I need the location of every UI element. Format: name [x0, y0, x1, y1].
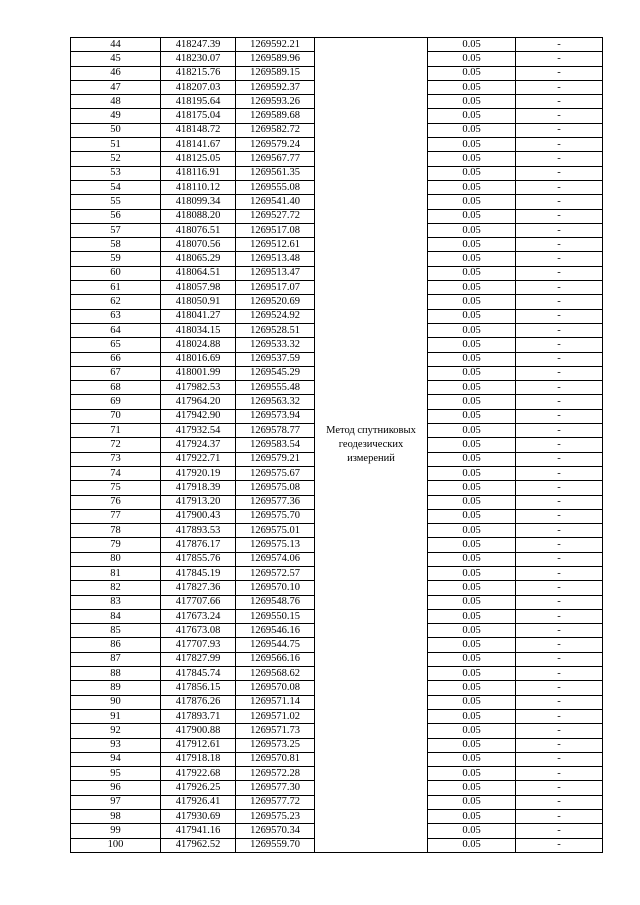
y-coordinate-cell: 1269524.92	[236, 309, 315, 323]
point-number-cell: 88	[71, 667, 161, 681]
point-number-cell: 59	[71, 252, 161, 266]
point-number-cell: 54	[71, 180, 161, 194]
extra-value-cell: -	[516, 95, 603, 109]
y-coordinate-cell: 1269592.21	[236, 38, 315, 52]
coordinates-table	[70, 37, 603, 853]
point-number-cell: 69	[71, 395, 161, 409]
accuracy-cell: 0.05	[428, 695, 516, 709]
point-number-cell: 91	[71, 709, 161, 723]
x-coordinate-cell: 417893.53	[161, 524, 236, 538]
accuracy-cell: 0.05	[428, 810, 516, 824]
extra-value-cell: -	[516, 724, 603, 738]
x-coordinate-cell: 418057.98	[161, 281, 236, 295]
accuracy-cell: 0.05	[428, 581, 516, 595]
accuracy-cell: 0.05	[428, 409, 516, 423]
extra-value-cell: -	[516, 738, 603, 752]
accuracy-cell: 0.05	[428, 566, 516, 580]
x-coordinate-cell: 417962.52	[161, 838, 236, 852]
y-coordinate-cell: 1269544.75	[236, 638, 315, 652]
point-number-cell: 55	[71, 195, 161, 209]
point-number-cell: 47	[71, 80, 161, 94]
extra-value-cell: -	[516, 681, 603, 695]
extra-value-cell: -	[516, 609, 603, 623]
y-coordinate-cell: 1269575.01	[236, 524, 315, 538]
extra-value-cell: -	[516, 395, 603, 409]
extra-value-cell: -	[516, 238, 603, 252]
accuracy-cell: 0.05	[428, 438, 516, 452]
x-coordinate-cell: 418110.12	[161, 180, 236, 194]
extra-value-cell: -	[516, 180, 603, 194]
point-number-cell: 51	[71, 138, 161, 152]
y-coordinate-cell: 1269579.21	[236, 452, 315, 466]
accuracy-cell: 0.05	[428, 138, 516, 152]
accuracy-cell: 0.05	[428, 681, 516, 695]
y-coordinate-cell: 1269567.77	[236, 152, 315, 166]
y-coordinate-cell: 1269578.77	[236, 424, 315, 438]
accuracy-cell: 0.05	[428, 366, 516, 380]
accuracy-cell: 0.05	[428, 166, 516, 180]
x-coordinate-cell: 418041.27	[161, 309, 236, 323]
point-number-cell: 70	[71, 409, 161, 423]
y-coordinate-cell: 1269593.26	[236, 95, 315, 109]
extra-value-cell: -	[516, 352, 603, 366]
extra-value-cell: -	[516, 638, 603, 652]
point-number-cell: 84	[71, 609, 161, 623]
x-coordinate-cell: 417876.17	[161, 538, 236, 552]
accuracy-cell: 0.05	[428, 95, 516, 109]
x-coordinate-cell: 417964.20	[161, 395, 236, 409]
x-coordinate-cell: 418070.56	[161, 238, 236, 252]
x-coordinate-cell: 418050.91	[161, 295, 236, 309]
point-number-cell: 52	[71, 152, 161, 166]
point-number-cell: 44	[71, 38, 161, 52]
point-number-cell: 48	[71, 95, 161, 109]
x-coordinate-cell: 417827.99	[161, 652, 236, 666]
x-coordinate-cell: 417707.93	[161, 638, 236, 652]
point-number-cell: 74	[71, 466, 161, 480]
y-coordinate-cell: 1269555.08	[236, 180, 315, 194]
extra-value-cell: -	[516, 123, 603, 137]
extra-value-cell: -	[516, 781, 603, 795]
extra-value-cell: -	[516, 366, 603, 380]
accuracy-cell: 0.05	[428, 252, 516, 266]
extra-value-cell: -	[516, 709, 603, 723]
point-number-cell: 46	[71, 66, 161, 80]
x-coordinate-cell: 417845.19	[161, 566, 236, 580]
y-coordinate-cell: 1269568.62	[236, 667, 315, 681]
accuracy-cell: 0.05	[428, 781, 516, 795]
extra-value-cell: -	[516, 495, 603, 509]
point-number-cell: 71	[71, 424, 161, 438]
point-number-cell: 65	[71, 338, 161, 352]
x-coordinate-cell: 418175.04	[161, 109, 236, 123]
y-coordinate-cell: 1269559.70	[236, 838, 315, 852]
point-number-cell: 64	[71, 323, 161, 337]
point-number-cell: 85	[71, 624, 161, 638]
extra-value-cell: -	[516, 424, 603, 438]
extra-value-cell: -	[516, 795, 603, 809]
accuracy-cell: 0.05	[428, 338, 516, 352]
accuracy-cell: 0.05	[428, 223, 516, 237]
extra-value-cell: -	[516, 552, 603, 566]
accuracy-cell: 0.05	[428, 52, 516, 66]
y-coordinate-cell: 1269583.54	[236, 438, 315, 452]
point-number-cell: 98	[71, 810, 161, 824]
accuracy-cell: 0.05	[428, 424, 516, 438]
extra-value-cell: -	[516, 323, 603, 337]
y-coordinate-cell: 1269589.15	[236, 66, 315, 80]
x-coordinate-cell: 418064.51	[161, 266, 236, 280]
accuracy-cell: 0.05	[428, 509, 516, 523]
point-number-cell: 94	[71, 752, 161, 766]
y-coordinate-cell: 1269575.70	[236, 509, 315, 523]
extra-value-cell: -	[516, 524, 603, 538]
extra-value-cell: -	[516, 309, 603, 323]
extra-value-cell: -	[516, 481, 603, 495]
y-coordinate-cell: 1269572.28	[236, 767, 315, 781]
accuracy-cell: 0.05	[428, 123, 516, 137]
point-number-cell: 68	[71, 381, 161, 395]
y-coordinate-cell: 1269528.51	[236, 323, 315, 337]
accuracy-cell: 0.05	[428, 381, 516, 395]
y-coordinate-cell: 1269575.67	[236, 466, 315, 480]
y-coordinate-cell: 1269575.08	[236, 481, 315, 495]
accuracy-cell: 0.05	[428, 552, 516, 566]
measurement-method-cell	[315, 38, 428, 853]
x-coordinate-cell: 417930.69	[161, 810, 236, 824]
extra-value-cell: -	[516, 566, 603, 580]
accuracy-cell: 0.05	[428, 281, 516, 295]
point-number-cell: 61	[71, 281, 161, 295]
x-coordinate-cell: 417673.24	[161, 609, 236, 623]
x-coordinate-cell: 417913.20	[161, 495, 236, 509]
x-coordinate-cell: 417855.76	[161, 552, 236, 566]
x-coordinate-cell: 418141.67	[161, 138, 236, 152]
accuracy-cell: 0.05	[428, 180, 516, 194]
y-coordinate-cell: 1269575.13	[236, 538, 315, 552]
accuracy-cell: 0.05	[428, 824, 516, 838]
coordinates-table-body	[71, 38, 603, 853]
extra-value-cell: -	[516, 452, 603, 466]
y-coordinate-cell: 1269589.68	[236, 109, 315, 123]
x-coordinate-cell: 417922.71	[161, 452, 236, 466]
x-coordinate-cell: 417942.90	[161, 409, 236, 423]
measurement-method-text: Метод спутниковых	[326, 424, 416, 436]
x-coordinate-cell: 417827.36	[161, 581, 236, 595]
point-number-cell: 72	[71, 438, 161, 452]
extra-value-cell: -	[516, 52, 603, 66]
accuracy-cell: 0.05	[428, 838, 516, 852]
measurement-method-text: измерений	[347, 452, 395, 464]
x-coordinate-cell: 418230.07	[161, 52, 236, 66]
y-coordinate-cell: 1269592.37	[236, 80, 315, 94]
x-coordinate-cell: 418247.39	[161, 38, 236, 52]
extra-value-cell: -	[516, 281, 603, 295]
x-coordinate-cell: 417982.53	[161, 381, 236, 395]
x-coordinate-cell: 418001.99	[161, 366, 236, 380]
extra-value-cell: -	[516, 509, 603, 523]
accuracy-cell: 0.05	[428, 238, 516, 252]
accuracy-cell: 0.05	[428, 80, 516, 94]
accuracy-cell: 0.05	[428, 481, 516, 495]
y-coordinate-cell: 1269571.02	[236, 709, 315, 723]
extra-value-cell: -	[516, 810, 603, 824]
x-coordinate-cell: 417922.68	[161, 767, 236, 781]
point-number-cell: 75	[71, 481, 161, 495]
y-coordinate-cell: 1269570.10	[236, 581, 315, 595]
point-number-cell: 78	[71, 524, 161, 538]
point-number-cell: 58	[71, 238, 161, 252]
x-coordinate-cell: 417900.43	[161, 509, 236, 523]
x-coordinate-cell: 418076.51	[161, 223, 236, 237]
extra-value-cell: -	[516, 767, 603, 781]
x-coordinate-cell: 418088.20	[161, 209, 236, 223]
extra-value-cell: -	[516, 824, 603, 838]
point-number-cell: 96	[71, 781, 161, 795]
y-coordinate-cell: 1269570.34	[236, 824, 315, 838]
extra-value-cell: -	[516, 66, 603, 80]
y-coordinate-cell: 1269517.08	[236, 223, 315, 237]
extra-value-cell: -	[516, 138, 603, 152]
accuracy-cell: 0.05	[428, 266, 516, 280]
accuracy-cell: 0.05	[428, 609, 516, 623]
extra-value-cell: -	[516, 152, 603, 166]
extra-value-cell: -	[516, 538, 603, 552]
point-number-cell: 90	[71, 695, 161, 709]
accuracy-cell: 0.05	[428, 767, 516, 781]
point-number-cell: 99	[71, 824, 161, 838]
point-number-cell: 80	[71, 552, 161, 566]
accuracy-cell: 0.05	[428, 352, 516, 366]
point-number-cell: 62	[71, 295, 161, 309]
point-number-cell: 60	[71, 266, 161, 280]
y-coordinate-cell: 1269573.94	[236, 409, 315, 423]
y-coordinate-cell: 1269579.24	[236, 138, 315, 152]
y-coordinate-cell: 1269574.06	[236, 552, 315, 566]
accuracy-cell: 0.05	[428, 109, 516, 123]
y-coordinate-cell: 1269520.69	[236, 295, 315, 309]
y-coordinate-cell: 1269572.57	[236, 566, 315, 580]
point-number-cell: 73	[71, 452, 161, 466]
accuracy-cell: 0.05	[428, 709, 516, 723]
y-coordinate-cell: 1269573.25	[236, 738, 315, 752]
point-number-cell: 57	[71, 223, 161, 237]
y-coordinate-cell: 1269541.40	[236, 195, 315, 209]
point-number-cell: 63	[71, 309, 161, 323]
y-coordinate-cell: 1269575.23	[236, 810, 315, 824]
x-coordinate-cell: 418148.72	[161, 123, 236, 137]
accuracy-cell: 0.05	[428, 624, 516, 638]
extra-value-cell: -	[516, 295, 603, 309]
point-number-cell: 89	[71, 681, 161, 695]
x-coordinate-cell: 417893.71	[161, 709, 236, 723]
point-number-cell: 49	[71, 109, 161, 123]
point-number-cell: 93	[71, 738, 161, 752]
x-coordinate-cell: 417912.61	[161, 738, 236, 752]
point-number-cell: 83	[71, 595, 161, 609]
accuracy-cell: 0.05	[428, 495, 516, 509]
x-coordinate-cell: 417924.37	[161, 438, 236, 452]
x-coordinate-cell: 417856.15	[161, 681, 236, 695]
accuracy-cell: 0.05	[428, 667, 516, 681]
extra-value-cell: -	[516, 195, 603, 209]
x-coordinate-cell: 417920.19	[161, 466, 236, 480]
extra-value-cell: -	[516, 667, 603, 681]
y-coordinate-cell: 1269577.72	[236, 795, 315, 809]
y-coordinate-cell: 1269512.61	[236, 238, 315, 252]
extra-value-cell: -	[516, 752, 603, 766]
point-number-cell: 76	[71, 495, 161, 509]
accuracy-cell: 0.05	[428, 452, 516, 466]
x-coordinate-cell: 417900.88	[161, 724, 236, 738]
y-coordinate-cell: 1269570.81	[236, 752, 315, 766]
extra-value-cell: -	[516, 223, 603, 237]
point-number-cell: 53	[71, 166, 161, 180]
accuracy-cell: 0.05	[428, 38, 516, 52]
x-coordinate-cell: 418207.03	[161, 80, 236, 94]
point-number-cell: 95	[71, 767, 161, 781]
y-coordinate-cell: 1269561.35	[236, 166, 315, 180]
x-coordinate-cell: 418034.15	[161, 323, 236, 337]
y-coordinate-cell: 1269513.47	[236, 266, 315, 280]
point-number-cell: 100	[71, 838, 161, 852]
y-coordinate-cell: 1269555.48	[236, 381, 315, 395]
x-coordinate-cell: 417926.25	[161, 781, 236, 795]
y-coordinate-cell: 1269545.29	[236, 366, 315, 380]
accuracy-cell: 0.05	[428, 395, 516, 409]
y-coordinate-cell: 1269589.96	[236, 52, 315, 66]
extra-value-cell: -	[516, 38, 603, 52]
accuracy-cell: 0.05	[428, 309, 516, 323]
extra-value-cell: -	[516, 166, 603, 180]
y-coordinate-cell: 1269533.32	[236, 338, 315, 352]
extra-value-cell: -	[516, 438, 603, 452]
y-coordinate-cell: 1269582.72	[236, 123, 315, 137]
point-number-cell: 77	[71, 509, 161, 523]
y-coordinate-cell: 1269537.59	[236, 352, 315, 366]
y-coordinate-cell: 1269577.36	[236, 495, 315, 509]
y-coordinate-cell: 1269546.16	[236, 624, 315, 638]
extra-value-cell: -	[516, 624, 603, 638]
x-coordinate-cell: 418065.29	[161, 252, 236, 266]
accuracy-cell: 0.05	[428, 638, 516, 652]
extra-value-cell: -	[516, 409, 603, 423]
point-number-cell: 81	[71, 566, 161, 580]
accuracy-cell: 0.05	[428, 323, 516, 337]
point-number-cell: 67	[71, 366, 161, 380]
x-coordinate-cell: 418195.64	[161, 95, 236, 109]
accuracy-cell: 0.05	[428, 795, 516, 809]
point-number-cell: 97	[71, 795, 161, 809]
x-coordinate-cell: 417918.39	[161, 481, 236, 495]
extra-value-cell: -	[516, 109, 603, 123]
x-coordinate-cell: 417941.16	[161, 824, 236, 838]
y-coordinate-cell: 1269513.48	[236, 252, 315, 266]
extra-value-cell: -	[516, 80, 603, 94]
y-coordinate-cell: 1269577.30	[236, 781, 315, 795]
extra-value-cell: -	[516, 252, 603, 266]
x-coordinate-cell: 417707.66	[161, 595, 236, 609]
extra-value-cell: -	[516, 595, 603, 609]
x-coordinate-cell: 418016.69	[161, 352, 236, 366]
x-coordinate-cell: 418125.05	[161, 152, 236, 166]
accuracy-cell: 0.05	[428, 295, 516, 309]
point-number-cell: 50	[71, 123, 161, 137]
x-coordinate-cell: 417926.41	[161, 795, 236, 809]
table-row	[71, 38, 603, 52]
accuracy-cell: 0.05	[428, 466, 516, 480]
y-coordinate-cell: 1269527.72	[236, 209, 315, 223]
extra-value-cell: -	[516, 466, 603, 480]
extra-value-cell: -	[516, 695, 603, 709]
accuracy-cell: 0.05	[428, 652, 516, 666]
extra-value-cell: -	[516, 266, 603, 280]
point-number-cell: 86	[71, 638, 161, 652]
extra-value-cell: -	[516, 652, 603, 666]
y-coordinate-cell: 1269548.76	[236, 595, 315, 609]
accuracy-cell: 0.05	[428, 195, 516, 209]
y-coordinate-cell: 1269570.08	[236, 681, 315, 695]
extra-value-cell: -	[516, 338, 603, 352]
point-number-cell: 79	[71, 538, 161, 552]
y-coordinate-cell: 1269566.16	[236, 652, 315, 666]
point-number-cell: 87	[71, 652, 161, 666]
x-coordinate-cell: 417673.08	[161, 624, 236, 638]
x-coordinate-cell: 418215.76	[161, 66, 236, 80]
x-coordinate-cell: 417918.18	[161, 752, 236, 766]
extra-value-cell: -	[516, 838, 603, 852]
y-coordinate-cell: 1269550.15	[236, 609, 315, 623]
extra-value-cell: -	[516, 581, 603, 595]
accuracy-cell: 0.05	[428, 524, 516, 538]
extra-value-cell: -	[516, 209, 603, 223]
point-number-cell: 56	[71, 209, 161, 223]
accuracy-cell: 0.05	[428, 752, 516, 766]
x-coordinate-cell: 417876.26	[161, 695, 236, 709]
accuracy-cell: 0.05	[428, 738, 516, 752]
accuracy-cell: 0.05	[428, 724, 516, 738]
point-number-cell: 45	[71, 52, 161, 66]
point-number-cell: 66	[71, 352, 161, 366]
x-coordinate-cell: 418099.34	[161, 195, 236, 209]
point-number-cell: 92	[71, 724, 161, 738]
point-number-cell: 82	[71, 581, 161, 595]
accuracy-cell: 0.05	[428, 66, 516, 80]
accuracy-cell: 0.05	[428, 595, 516, 609]
y-coordinate-cell: 1269571.73	[236, 724, 315, 738]
x-coordinate-cell: 418116.91	[161, 166, 236, 180]
accuracy-cell: 0.05	[428, 538, 516, 552]
x-coordinate-cell: 417845.74	[161, 667, 236, 681]
y-coordinate-cell: 1269517.07	[236, 281, 315, 295]
x-coordinate-cell: 417932.54	[161, 424, 236, 438]
extra-value-cell: -	[516, 381, 603, 395]
accuracy-cell: 0.05	[428, 152, 516, 166]
x-coordinate-cell: 418024.88	[161, 338, 236, 352]
measurement-method-text: геодезических	[338, 438, 404, 450]
y-coordinate-cell: 1269571.14	[236, 695, 315, 709]
accuracy-cell: 0.05	[428, 209, 516, 223]
y-coordinate-cell: 1269563.32	[236, 395, 315, 409]
